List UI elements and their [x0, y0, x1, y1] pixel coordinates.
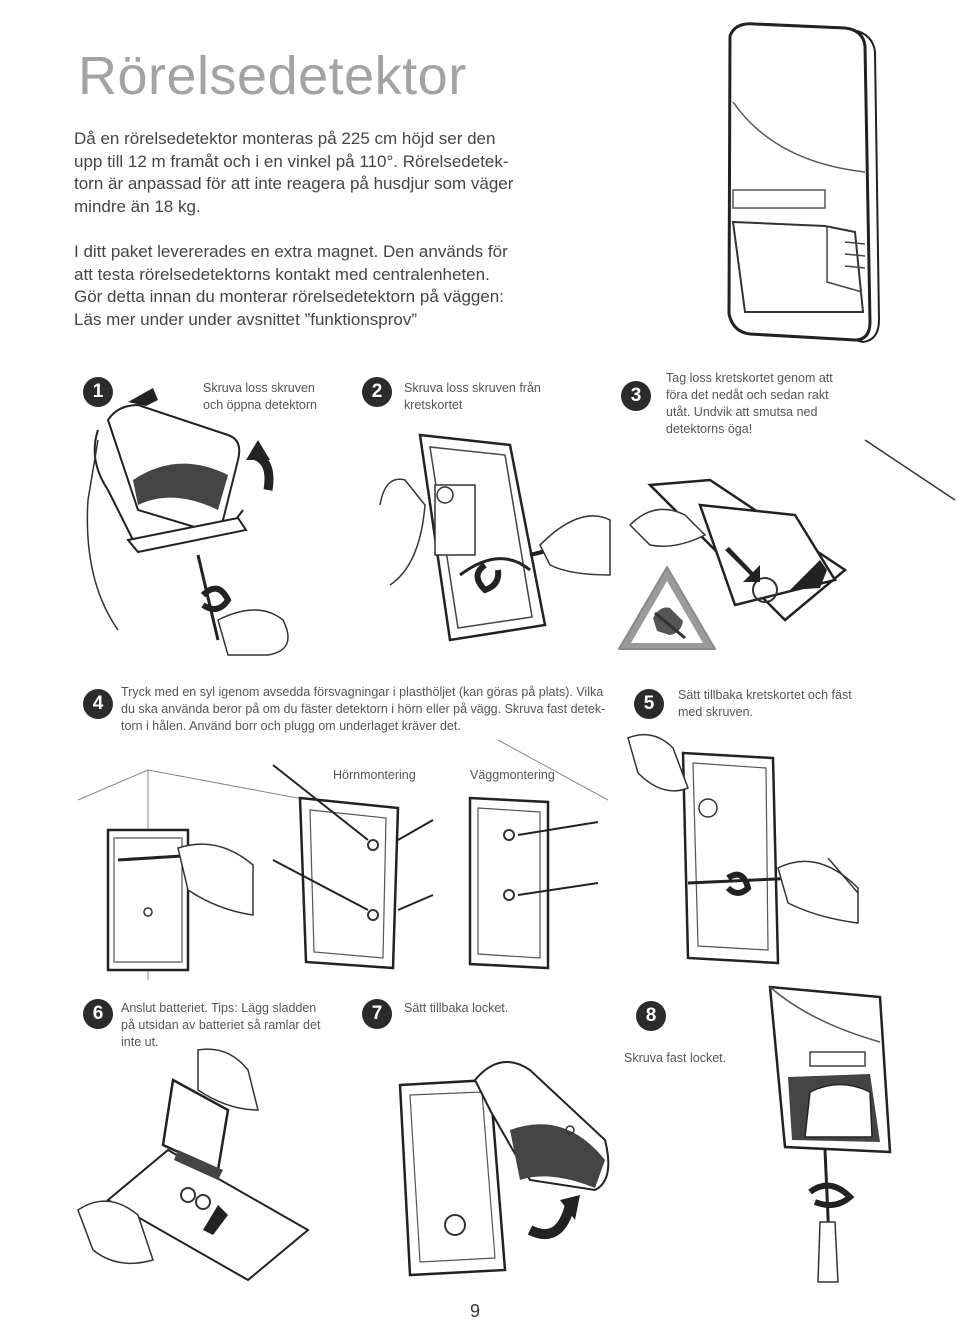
- page-title: Rörelsedetektor: [78, 46, 467, 106]
- step-line: torn i hålen. Använd borr och plugg om underlaget kräver det.: [121, 719, 461, 733]
- intro-line: Läs mer under under avsnittet ”funktionsprov”: [74, 309, 418, 329]
- step-2-text: [404, 380, 541, 414]
- intro-line: mindre än 18 kg.: [74, 196, 201, 216]
- intro-line: Då en rörelsedetektor monteras på 225 cm höjd ser den: [74, 129, 496, 148]
- step-3-badge: 3: [621, 381, 651, 411]
- step-4-badge: 4: [83, 689, 113, 719]
- step-line: Skruva loss skruven: [203, 381, 315, 395]
- step-7-illustration: [380, 1030, 620, 1275]
- step-1-illustration: [78, 380, 318, 655]
- intro-line: I ditt paket levererades en extra magnet. Den används för: [74, 242, 508, 261]
- step-line: Anslut batteriet. Tips: Lägg sladden: [121, 1001, 317, 1015]
- step-line: med skruven.: [678, 705, 754, 719]
- wall-mount-label: Väggmontering: [470, 768, 555, 782]
- step-line: på utsidan av batteriet så ramlar det: [121, 1018, 321, 1032]
- step-5-text: [678, 687, 852, 721]
- warning-triangle-hand-icon: [615, 563, 720, 655]
- step-2-illustration: [380, 425, 610, 655]
- step-line: och öppna detektorn: [203, 398, 317, 412]
- step-3-text: [666, 370, 833, 438]
- step-line: föra det nedåt och sedan rakt: [666, 388, 829, 402]
- page-number: 9: [470, 1301, 481, 1321]
- step-line: kretskortet: [404, 398, 463, 412]
- intro-paragraph-2: [74, 241, 574, 331]
- step-line: Sätt tillbaka locket.: [404, 1001, 509, 1015]
- step-1-badge: 1: [83, 377, 113, 407]
- step-line: utåt. Undvik att smutsa ned: [666, 405, 818, 419]
- step-line: Sätt tillbaka kretskortet och fäst: [678, 688, 852, 702]
- step-line: Skruva loss skruven från: [404, 381, 541, 395]
- step-8-illustration: [750, 982, 900, 1282]
- step-2-badge: 2: [362, 377, 392, 407]
- step-8-text: [624, 1050, 726, 1067]
- intro-line: upp till 12 m framåt och i en vinkel på 110°. Rörelsedetek-: [74, 151, 509, 171]
- step-line: Tryck med en syl igenom avsedda försvagningar i plasthöljet (kan göras på plats). Vilka: [121, 685, 604, 699]
- corner-mount-label: Hörnmontering: [333, 768, 416, 782]
- step-line: Skruva fast locket.: [624, 1051, 727, 1065]
- step-6-text: [121, 1000, 320, 1051]
- intro-paragraph-1: [74, 128, 574, 218]
- detector-illustration-main: [715, 22, 955, 342]
- step-5-illustration: [628, 728, 958, 973]
- intro-line: Gör detta innan du monterar rörelsedetektorn på väggen:: [74, 287, 504, 306]
- step-line: detektorns öga!: [666, 422, 753, 436]
- step-7-text: [404, 1000, 508, 1017]
- step-6-badge: 6: [83, 999, 113, 1029]
- step-4-illustration: [78, 740, 618, 980]
- step-6-illustration: [78, 1050, 348, 1280]
- step-line: du ska använda beror på om du fäster detektorn i hörn eller på vägg. Skruva fast detek-: [121, 702, 606, 716]
- step-5-badge: 5: [634, 689, 664, 719]
- step-8-badge: 8: [636, 1001, 666, 1031]
- step-line: Tag loss kretskortet genom att: [666, 371, 833, 385]
- step-line: inte ut.: [121, 1035, 159, 1049]
- intro-line: att testa rörelsedetektorns kontakt med centralenheten.: [74, 264, 490, 284]
- step-4-text: [121, 684, 605, 735]
- step-7-badge: 7: [362, 999, 392, 1029]
- intro-line: torn är anpassad för att inte reagera på husdjur som väger: [74, 174, 514, 193]
